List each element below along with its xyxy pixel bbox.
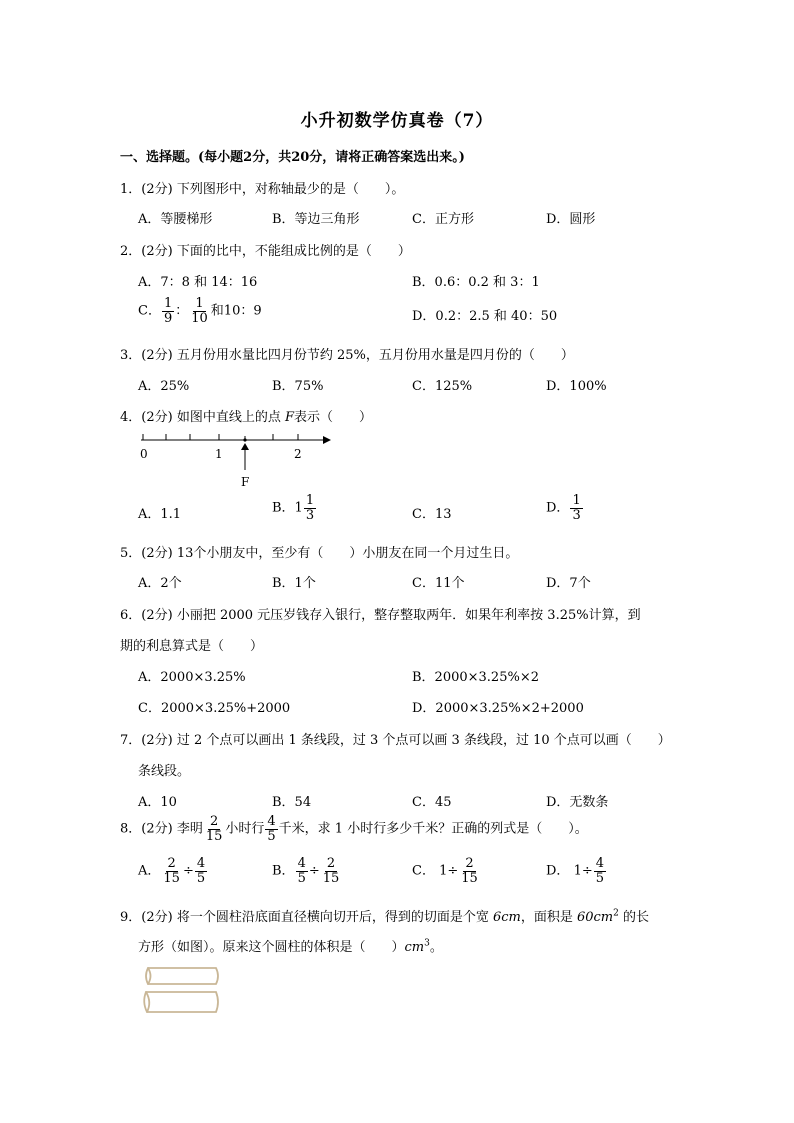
q7-option-c[interactable]: C．45 — [412, 795, 452, 810]
cylinder-lower-half — [144, 992, 218, 1012]
section-heading: 一、选择题。(每小题2分，共20分，请将正确答案选出来。) — [120, 150, 465, 165]
question-9-stem-line2: 方形（如图）。原来这个圆柱的体积是（ ）$cm^3$。 — [138, 938, 443, 955]
q1-option-c[interactable]: C．正方形 — [412, 212, 474, 227]
q6-option-d[interactable]: D．2000×3.25%×2+2000 — [412, 701, 584, 716]
question-6-stem-line2: 期的利息算式是（ ） — [120, 639, 264, 654]
q5-option-b[interactable]: B．1个 — [272, 576, 316, 591]
question-9-stem-line1: 9．(2分) 将一个圆柱沿底面直径横向切开后，得到的切面是个宽 6cm，面积是 $60cm^2$ 的长 — [120, 908, 650, 925]
q2-option-c[interactable]: C． $\frac{1}{9}$ ： $\frac{1}{10}$ 和10：9 — [138, 296, 262, 326]
q4-option-b[interactable]: B．1 $\frac{1}{3}$ — [272, 493, 315, 523]
point-label-f: F — [241, 475, 250, 489]
cylinder-upper-half — [146, 968, 218, 984]
number-line-figure — [138, 430, 338, 490]
q5-option-a[interactable]: A．2个 — [138, 576, 182, 591]
question-7-stem-line1: 7．(2分) 过 2 个点可以画出 1 条线段，过 3 个点可以画 3 条线段，过 10 个点可以画（ ） — [120, 733, 671, 748]
question-5-stem: 5．(2分) 13个小朋友中，至少有（ ）小朋友在同一个月过生日。 — [120, 546, 519, 561]
question-6-stem-line1: 6．(2分) 小丽把 2000 元压岁钱存入银行，整存整取两年．如果年利率按 3.25%计算，到 — [120, 608, 641, 623]
fraction: $\frac{1}{9}$ — [163, 296, 173, 326]
fraction: $\frac{4}{5}$ — [297, 856, 306, 886]
question-1-stem: 1．(2分) 下列图形中，对称轴最少的是（ ）。 — [120, 182, 405, 197]
q6-option-b[interactable]: B．2000×3.25%×2 — [412, 670, 539, 685]
q8-option-b[interactable]: B． $\frac{4}{5}$ ÷ $\frac{2}{15}$ — [272, 856, 340, 886]
cylinder-upper-end — [148, 968, 151, 984]
tick-label-0: 0 — [140, 447, 148, 461]
fraction: $\frac{2}{15}$ — [205, 814, 223, 844]
q5-option-c[interactable]: C．11个 — [412, 576, 465, 591]
q8-option-c[interactable]: C． 1÷ $\frac{2}{15}$ — [412, 856, 478, 886]
q1-option-a[interactable]: A．等腰梯形 — [138, 212, 213, 227]
tick-label-2: 2 — [294, 447, 302, 461]
question-7-stem-line2: 条线段。 — [138, 764, 191, 779]
q8-option-a[interactable]: A． $\frac{2}{15}$ ÷ $\frac{4}{5}$ — [138, 856, 206, 886]
fraction: $\frac{2}{15}$ — [461, 856, 478, 886]
cut-cylinder-figure — [140, 962, 224, 1018]
q2-c-label: C． — [138, 303, 161, 319]
q4-option-a[interactable]: A．1.1 — [138, 507, 182, 522]
q7-option-a[interactable]: A．10 — [138, 795, 177, 810]
q2-option-d[interactable]: D．0.2：2.5 和 40：50 — [412, 309, 558, 324]
q6-option-c[interactable]: C．2000×3.25%+2000 — [138, 701, 291, 716]
question-8-stem: 8．(2分) 李明 $\frac{2}{15}$ 小时行 $\frac{4}{5}$ 千米，求 1 小时行多少千米？正确的列式是（ ）。 — [120, 814, 588, 844]
fraction: $\frac{4}{5}$ — [267, 814, 276, 844]
q6-option-a[interactable]: A．2000×3.25% — [138, 670, 246, 685]
arrow-head — [323, 436, 331, 444]
q8-option-d[interactable]: D． 1÷ $\frac{4}{5}$ — [546, 856, 605, 886]
q1-option-b[interactable]: B．等边三角形 — [272, 212, 360, 227]
fraction: $\frac{1}{3}$ — [305, 493, 315, 523]
q1-option-d[interactable]: D．圆形 — [546, 212, 596, 227]
question-3-stem: 3．(2分) 五月份用水量比四月份节约 25%，五月份用水量是四月份的（ ） — [120, 348, 574, 363]
q7-option-d[interactable]: D．无数条 — [546, 795, 609, 810]
fraction: $\frac{2}{15}$ — [163, 856, 180, 886]
question-4-stem: 4．(2分) 如图中直线上的点 F表示（ ） — [120, 410, 372, 425]
fraction: $\frac{4}{5}$ — [595, 856, 605, 886]
tick-label-1: 1 — [215, 447, 223, 461]
q2-option-a[interactable]: A．7：8 和 14：16 — [138, 275, 258, 290]
fraction: $\frac{1}{3}$ — [572, 493, 581, 523]
fraction: $\frac{1}{10}$ — [191, 296, 208, 326]
page-title: 小升初数学仿真卷（7） — [300, 111, 494, 131]
question-2-stem: 2．(2分) 下面的比中，不能组成比例的是（ ） — [120, 244, 411, 259]
fraction: $\frac{4}{5}$ — [196, 856, 206, 886]
q3-option-d[interactable]: D．100% — [546, 379, 607, 394]
q3-option-b[interactable]: B．75% — [272, 379, 324, 394]
q3-option-c[interactable]: C．125% — [412, 379, 473, 394]
point-arrow-head — [241, 443, 249, 450]
q4-option-d[interactable]: D． $\frac{1}{3}$ — [546, 493, 581, 523]
q5-option-d[interactable]: D．7个 — [546, 576, 591, 591]
point-f — [243, 438, 246, 441]
q4-option-c[interactable]: C．13 — [412, 507, 452, 522]
q2-option-b[interactable]: B．0.6：0.2 和 3：1 — [412, 275, 540, 290]
q7-option-b[interactable]: B．54 — [272, 795, 312, 810]
q3-option-a[interactable]: A．25% — [138, 379, 190, 394]
fraction: $\frac{2}{15}$ — [322, 856, 340, 886]
